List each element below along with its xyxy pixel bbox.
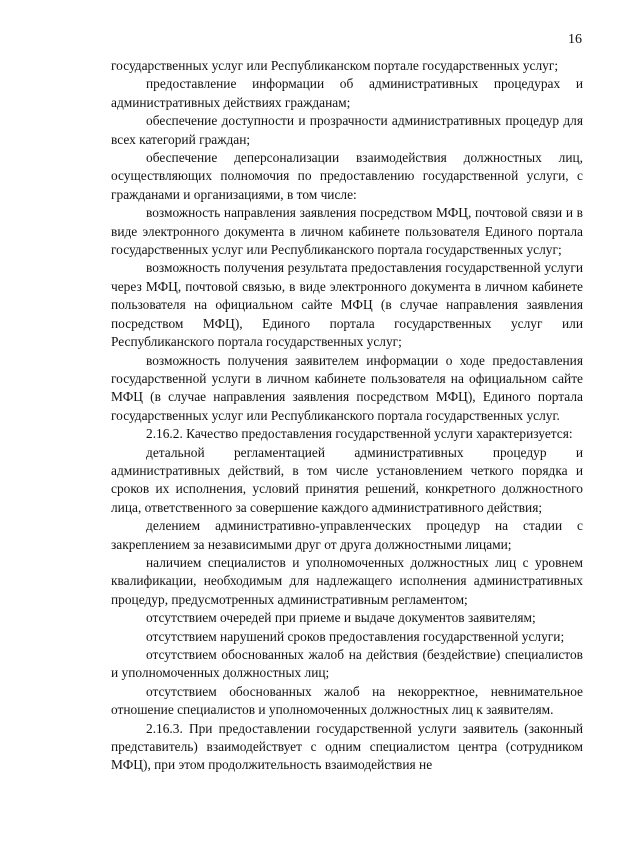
paragraph: наличием специалистов и уполномоченных должностных лиц с уровнем квалификации, необходимым для надлежащего исполнения административных процедур, предусмотренных административным регламентом; xyxy=(111,554,583,607)
paragraph: отсутствием очередей при приеме и выдаче документов заявителям; xyxy=(146,610,536,626)
paragraph: отсутствием обоснованных жалоб на некорректное, невнимательное отношение специалистов и уполномоченных должностных лиц к заявителям. xyxy=(111,683,583,718)
paragraph: обеспечение доступности и прозрачности административных процедур для всех категорий граждан; xyxy=(111,113,583,147)
paragraph: предоставление информации об административных процедурах и административных действиях гражданам; xyxy=(111,76,583,110)
paragraph: обеспечение деперсонализации взаимодействия должностных лиц, осуществляющих полномочия по предоставлению государственной услуги, с гражданами и организациями, в том числе: xyxy=(111,150,583,202)
document-body xyxy=(111,57,583,775)
paragraph: детальной регламентацией административных процедур и административных действий, в том числе установлением четкого порядка и сроков их исполнения, условий принятия решений, конкретного должностного лица, ответственного за совершение каждого административного действия; xyxy=(111,444,583,515)
section-paragraph-2-16-2: 2.16.2. Качество предоставления государственной услуги характеризуется: xyxy=(146,426,573,442)
paragraph: возможность получения результата предоставления государственной услуги через МФЦ, почтовой связью, в виде электронного документа в личном кабинете пользователя на официальном сайте МФЦ (в случае направления заявления посредством МФЦ), Единого портала государственных услуг или Республиканского портала государственных услуг; xyxy=(111,260,583,350)
paragraph: возможность направления заявления посредством МФЦ, почтовой связи и в виде электронного документа в личном кабинете пользователя Единого портала государственных услуг или Республиканского портала государственных услуг; xyxy=(111,205,583,258)
paragraph: делением административно-управленческих процедур на стадии с закреплением за независимыми друг от друга должностными лицами; xyxy=(111,518,583,552)
paragraph: возможность получения заявителем информации о ходе предоставления государственной услуги в личном кабинете пользователя на официальном сайте МФЦ (в случае направления заявления посредством МФЦ), Единого портала государственных услуг или Республиканского портала государственных услуг. xyxy=(111,352,583,423)
paragraph-continuation: государственных услуг или Республиканском портале государственных услуг; xyxy=(111,58,559,73)
paragraph: отсутствием нарушений сроков предоставления государственной услуги; xyxy=(146,628,565,644)
paragraph: отсутствием обоснованных жалоб на действия (бездействие) специалистов и уполномоченных должностных лиц; xyxy=(111,647,583,681)
page-number: 16 xyxy=(568,32,582,47)
section-paragraph-2-16-3: 2.16.3. При предоставлении государственной услуги заявитель (законный представитель) взаимодействует с одним специалистом центра (сотрудником МФЦ), при этом продолжительность взаимодействия не xyxy=(111,720,583,773)
